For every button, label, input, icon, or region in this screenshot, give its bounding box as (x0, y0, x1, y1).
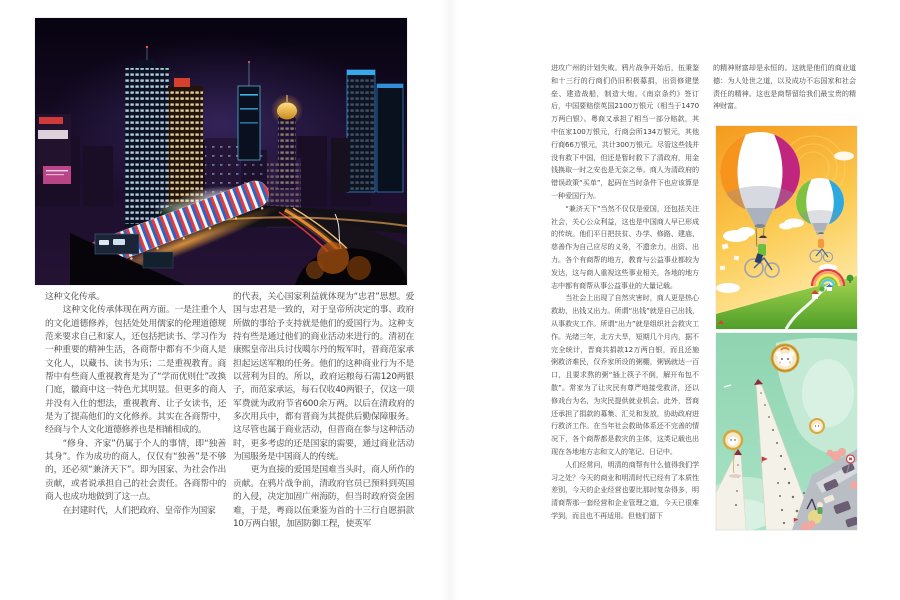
night-city-photo-svg (35, 18, 407, 285)
paragraph: 当社会上出现了自然灾害时，商人更是热心救助，出钱又出力。所谓“出钱”就是自己出钱，从事救灾工作。所谓“出力”就是组织社会救灾工作。光绪三年，北方大旱，短期几个月内，据不完全统计，晋商共捐款12万两白银，而且还施粥救济难民，仅乔家所设的粥棚，粥锅就达一百口，且要求熬的粥“插上筷子不倒，解开布包不散”。常家为了让灾民有尊严地接受救济，还以修戏台为名，为灾民提供就业机会。此外，晋商还承担了捐款的募集、汇兑和发放，协助政府进行救济工作。在当年社会救助体系还不完善的情况下，各个商帮都是救灾的主体，这类记载也出现在各地地方志和文人的笔记、日记中。 (551, 293, 699, 456)
paragraph: “修身、齐家”仍属于个人的事情，即“独善其身”。作为成功的商人，仅仅有“独善”是不够的，还必须“兼济天下”。即为国家、为社会作出贡献，或者说承担自己的社会责任。各商帮中的商人也成功地做到了这一点。 (45, 438, 226, 503)
balloon-illustration-svg (716, 126, 857, 329)
paragraph: 人们经常问，明清的商帮有什么值得我们学习之处？今天的商业和明清时代已经有了本质性差别，今天的企业经营也要比那时复杂得多，明清商帮那一套经营和企业管理之道，今天已很难学到，而且也不再适用。但他们留下 (551, 459, 699, 520)
paragraph: 在封建时代，人们把政府、皇帝作为国家 (62, 505, 216, 516)
balloon-cyclists-illustration (716, 126, 857, 329)
paragraph: “兼济天下”当然不仅仅是爱国，还包括关注社会，关心公众利益，这也是中国商人早已形成的传统。他们平日把扶贫、办学、修路、建庙、慈善作为自己应尽的义务，不遗余力，出资、出力。各个有商帮的地方，教育与公益事业都较为发达，这与商人重视这些事业相关，各地的地方志中都有商帮从事公益事业的大量记载。 (551, 203, 699, 290)
small-character (817, 502, 823, 514)
right-page-column-2 (713, 62, 856, 113)
night-city-photo (35, 18, 407, 285)
left-page-column-2 (233, 291, 414, 531)
page-gutter (442, 0, 458, 600)
left-page-column-1 (45, 291, 226, 518)
medallion-large (772, 345, 798, 371)
paragraph: 进攻广州的计划失败。鸦片战争开始后，伍秉鉴和十三行的行商们仍旧积极募捐，出资修建堡垒、建造战船，制造大炮。《南京条约》签订后，中国要赔偿英国2100万银元（相当于1470万两白银）。粤商又承担了相当一部分赔款，其中伍家100万银元，行商会所134万银元，其他行商66万银元，共计300万银元。尽管这些钱并没有救下中国，但还是暂时救下了清政府，用金钱换取一时之安也是无奈之举。商人为清政府的错误政策“买单”，起码在当时条件下也应该算是一种爱国行为。 (551, 63, 699, 200)
sky-roads-illustration (716, 333, 857, 530)
paragraph: 这种文化传承体现在两方面。一是注重个人的文化道德修养，包括处处用儒家的伦理道德规范来要求自己和家人，还包括把读书、学习作为一种重要的精神生活，各商帮中都有不少商人是文化人，以藏书、读书为乐；二是重视教育。商帮中有些商人重视教育是为了“学而优则仕”改换门庭，徽商中这一特色尤其明显。但更多的商人并没有入仕的想法，重视教育、让子女读书，还是为了提高他们的文化修养。其实在各商帮中，经商与个人文化道德修养也是相辅相成的。 (45, 305, 226, 436)
sky-roads-illustration-svg (716, 333, 857, 530)
lit-tower-left (125, 46, 169, 228)
left-signs-buildings (37, 114, 71, 184)
medallion-small (810, 419, 824, 433)
paragraph: 更为直接的爱国是国难当头时，商人所作的贡献。在鸦片战争前，清政府官员已预料到英国的入侵，决定加固广州海防，但当时政府资金困难，于是，粤商以伍秉鉴为首的十三行自愿捐款10万两白银，加固防御工程，使英军 (233, 465, 414, 529)
paragraph: 的代表，关心国家利益就体现为“忠君”思想。爱国与忠君是一致的，对于皇帝所决定的事、政府所做的事给予支持就是他们的爱国行为。这种支持有些是通过他们的商业活动来进行的。清初在康熙皇帝出兵讨伐噶尔丹的叛军时，晋商范家承担起运送军粮的任务。他们的这种商业行为不是以营利为目的。所以，政府运粮每石需120两银子，而范家承运，每石仅收40两银子，仅这一项军费就为政府节省600余万两。以后在清政府的多次用兵中，都有晋商为其提供后勤保障服务。这尽管也属于商业活动，但晋商在参与这种活动时，更多考虑的还是国家的需要，通过商业活动为国服务是中国商人的传统。 (233, 292, 414, 463)
paragraph: 这种文化传承。 (45, 292, 105, 302)
paragraph: 的精神财富却是永恒的。这就是他们的商业道德：为人处世之道，以及成功不忘国家和社会责任的精神。这也是商帮留给我们最宝贵的精神财富。 (713, 63, 856, 111)
right-page-column-1 (551, 62, 699, 523)
